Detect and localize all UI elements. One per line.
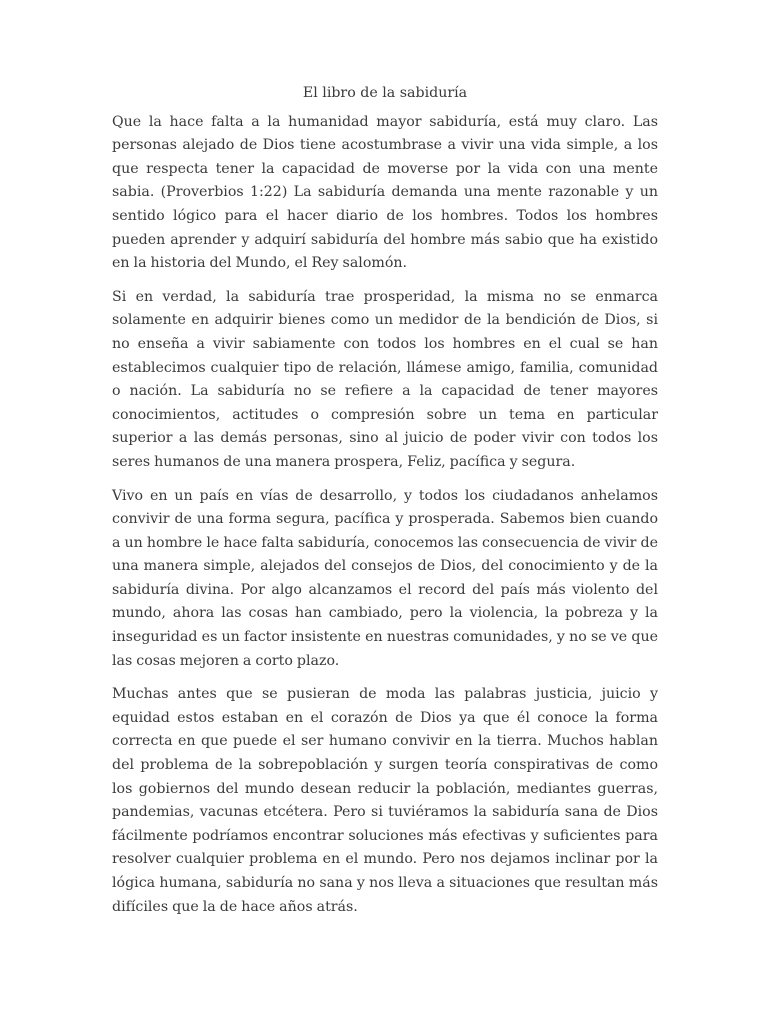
document-body (112, 82, 658, 929)
paragraph-1: Que la hace falta a la humanidad mayor sabiduría, está muy claro. Las personas alejado de Dios tiene acostumbrase a vivir una vida simple, a los que respecta tener la capacidad de moverse por la vida con una mente sabia. (Proverbios 1:22) La sabiduría demanda una mente razonable y un sentido lógico para el hacer diario de los hombres. Todos los hombres pueden aprender y adquirí sabiduría del hombre más sabio que ha existido en la historia del Mundo, el Rey salomón. (112, 113, 658, 272)
paragraph-4: Muchas antes que se pusieran de moda las palabras justicia, juicio y equidad estos estaban en el corazón de Dios ya que él conoce la forma correcta en que puede el ser humano convivir en la tierra. Muchos hablan del problema de la sobrepoblación y surgen teoría conspirativas de como los gobiernos del mundo desean reducir la población, mediantes guerras, pandemias, vacunas etcétera. Pero si tuviéramos la sabiduría sana de Dios fácilmente podríamos encontrar soluciones más efectivas y suficientes para resolver cualquier problema en el mundo. Pero nos dejamos inclinar por la lógica humana, sabiduría no sana y nos lleva a situaciones que resultan más difíciles que la de hace años atrás. (112, 686, 658, 915)
document-title: El libro de la sabiduría (302, 85, 468, 101)
paragraph-2: Si en verdad, la sabiduría trae prosperidad, la misma no se enmarca solamente en adquirir bienes como un medidor de la bendición de Dios, si no enseña a vivir sabiamente con todos los hombres en el cual se han establecimos cualquier tipo de relación, llámese amigo, familia, comunidad o nación. La sabiduría no se refiere a la capacidad de tener mayores conocimientos, actitudes o compresión sobre un tema en particular superior a las demás personas, sino al juicio de poder vivir con todos los seres humanos de una manera prospera, Feliz, pacífica y segura. (112, 288, 658, 470)
paragraph-3: Vivo en un país en vías de desarrollo, y todos los ciudadanos anhelamos convivir de una forma segura, pacífica y prosperada. Sabemos bien cuando a un hombre le hace falta sabiduría, conocemos las consecuencia de vivir de una manera simple, alejados del consejos de Dios, del conocimiento y de la sabiduría divina. Por algo alcanzamos el record del país más violento del mundo, ahora las cosas han cambiado, pero la violencia, la pobreza y la inseguridad es un factor insistente en nuestras comunidades, y no se ve que las cosas mejoren a corto plazo. (112, 487, 658, 669)
